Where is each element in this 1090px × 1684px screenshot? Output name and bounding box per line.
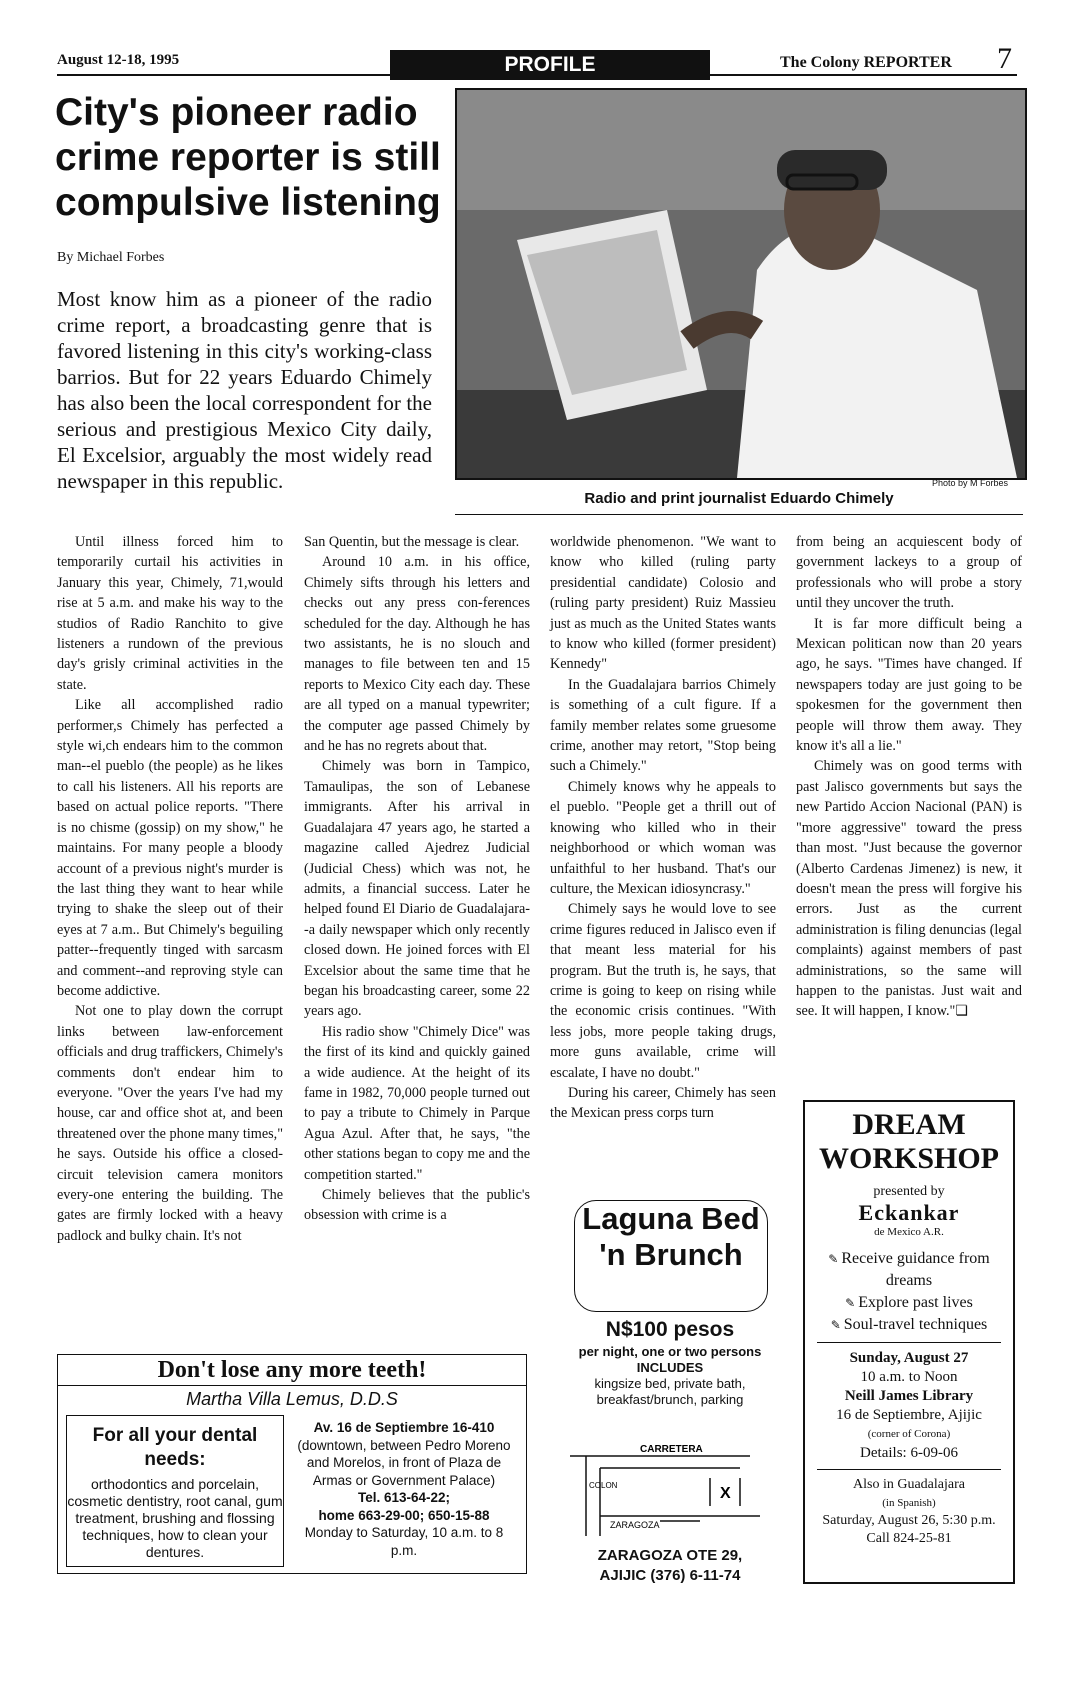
- dream-guadalajara: [805, 1476, 1013, 1548]
- dental-address-detail: (downtown, between Pedro Moreno and Morelos, in front of Plaza de Armas or Government Palace): [297, 1437, 511, 1488]
- dream-title: DREAM WORKSHOP: [818, 1108, 999, 1175]
- dental-services-title: For all your dental needs:: [92, 1425, 258, 1470]
- map-street-carretera: CARRETERA: [640, 1444, 703, 1455]
- paragraph: It is far more difficult being a Mexican politican now than 20 years ago, he says. "Times have changed. If newspapers today are just going to be spokesmen for the government then people will throw them away. They know it's all a lie.": [796, 615, 1022, 755]
- dental-ad-headline: Don't lose any more teeth!: [58, 1355, 526, 1386]
- paragraph: Until illness forced him to temporarily curtail his activities in January this year, Chimely, 71,would rise at 5 a.m. and make his way to the studios of Radio Ranchito to give listeners a rundown of the previous day's grisly criminal activities in the state.: [57, 534, 283, 693]
- paragraph: Chimely was born in Tampico, Tamaulipas, the son of Lebanese immigrants. After his arrival in Guadalajara 47 years ago, he started a magazine called Ajedrez Judicial (Judicial Chess) which was not, he admits, a financial success. Later he helped found El Diario de Guadalajara--a daily newspaper which only recently closed down. He joined forces with El Excelsior about the same time that he began his broadcasting career, some 22 years ago.: [304, 758, 530, 1020]
- dental-hours: Monday to Saturday, 10 a.m. to 8 p.m.: [304, 1525, 504, 1558]
- paragraph: Chimely was on good terms with past Jalisco governments but says the new Partido Accion Nacional (PAN) is "more aggressive" toward the press than most. "Just because the governor (Alberto Cardenas Jimenez) is new, it doesn't mean the press will forgive his errors. Just as the current administration is filing denuncias (legal complaints) against members of past administrations, so the same will happen to the panistas. Just wait and see. It will happen, I know."❏: [796, 758, 1022, 1020]
- laguna-price: N$100 pesos: [605, 1318, 735, 1341]
- caption-rule: [455, 514, 1023, 515]
- article-column-4: [796, 532, 1022, 1022]
- dream-benefits: [819, 1248, 999, 1336]
- dental-contact: [294, 1419, 514, 1559]
- paragraph: In the Guadalajara barrios Chimely is something of a cult figure. If a family member relates some gruesome crime, another may retort, "Stop being such a Chimely.": [550, 676, 776, 775]
- paragraph: His radio show "Chimely Dice" was the first of its kind and quickly gained a wide audience. At the height of its fame in 1982, 70,000 people turned out to pay a tribute to Chimely in Parque Agua Azul. After that, he says, "the other stations began to copy me and the competition started.": [304, 1023, 530, 1183]
- list-item: ✎ Soul-travel techniques: [819, 1314, 999, 1336]
- map-street-zaragoza: ZARAGOZA: [610, 1520, 660, 1530]
- dream-also: Also in Guadalajara: [853, 1477, 965, 1492]
- dream-call: Call 824-25-81: [866, 1531, 952, 1546]
- dental-services-list: orthodontics and porcelain, cosmetic dentistry, root canal, gum treatment, brushing and flossing techniques, how to clean your dentures.: [67, 1476, 283, 1560]
- dream-also-date: Saturday, August 26, 5:30 p.m.: [822, 1513, 996, 1528]
- laguna-name: Laguna Bed 'n Brunch: [574, 1200, 768, 1312]
- paragraph: Not one to play down the corrupt links between law-enforcement officials and drug traffickers, Chimely's comments don't endear him to everyone. "Over the years I've had my house, car and office shot at, and been threatened over the phone many times," he says. Outside his office a closed-circuit television camera monitors every-one entering the building. The gates are firmly locked with a heavy padlock and bulky chain. It's not: [57, 1003, 283, 1244]
- dental-phone: Tel. 613-64-22;: [357, 1490, 451, 1505]
- paragraph: Chimely believes that the public's obsession with crime is a: [304, 1187, 530, 1224]
- paragraph: Like all accomplished radio performer,s Chimely has perfected a style wi,ch endears him to the common man--el pueblo (the people) as he likes to call his listeners. All his reports are based on actual police reports. "There is no chisme (gossip) on my show," he maintains. For many people a bloody account of a previous night's murder is the last thing they want to hear while trying to shake the sleep out of their eyes at 7 a.m.. But Chimely's beguiling patter--frequently tinged with sarcasm and comment--and reproving style can become addictive.: [57, 697, 283, 999]
- dream-time: 10 a.m. to Noon: [860, 1369, 958, 1385]
- dental-home-phone: home 663-29-00; 650-15-88: [318, 1507, 490, 1523]
- divider: [817, 1342, 1001, 1343]
- article-column-1: [57, 532, 283, 1246]
- photo-caption: Radio and print journalist Eduardo Chimely: [584, 490, 894, 507]
- dream-org-sub: de Mexico A.R.: [874, 1226, 944, 1238]
- laguna-info: [560, 1344, 780, 1408]
- photo-credit: Photo by M Forbes: [932, 478, 1009, 488]
- paper-name: The Colony REPORTER: [780, 54, 952, 71]
- divider: [817, 1469, 1001, 1470]
- paragraph: Chimely knows why he appeals to el pueblo. "People get a thrill out of knowing who killed who in their neighborhood or which woman was unfaithful to her husband. That's our culture, the Mexican idiosyncrasy.": [550, 778, 776, 897]
- laguna-ad: [560, 1200, 780, 1590]
- dream-lang: (in Spanish): [882, 1497, 936, 1509]
- byline: By Michael Forbes: [57, 250, 165, 265]
- dream-street: 16 de Septiembre, Ajijic: [836, 1407, 982, 1423]
- paragraph: Around 10 a.m. in his office, Chimely sifts through his letters and checks out any press con-ferences scheduled for the day. Although he has two assistants, he is no slouch and manages to file between ten and 15 reports to Mexico City each day. These are all typed on a manual typewriter; the computer age passed Chimely by and he has no regrets about that.: [304, 554, 530, 755]
- laguna-details: kingsize bed, private bath, breakfast/brunch, parking: [594, 1376, 746, 1407]
- page-number: 7: [997, 42, 1012, 75]
- dental-address: Av. 16 de Septiembre 16-410: [313, 1420, 495, 1435]
- paragraph: During his career, Chimely has seen the Mexican press corps turn: [550, 1084, 776, 1122]
- dream-schedule: [805, 1349, 1013, 1463]
- map-location-marker: X: [720, 1485, 731, 1502]
- paragraph: from being an acquiescent body of government lackeys to a group of professionals who will probe a story until they uncover the truth.: [796, 534, 1022, 612]
- dream-venue: Neill James Library: [844, 1388, 974, 1404]
- dream-org: Eckankar: [858, 1200, 960, 1225]
- paragraph: worldwide phenomenon. "We want to know who killed (ruling party presidential candidate) Colosio and (ruling party president) Ruiz Massieu just as much as the United States wants to know who killed (former president) Kennedy": [550, 534, 776, 673]
- paragraph: San Quentin, but the message is clear.: [304, 534, 520, 550]
- dream-presented: presented by: [873, 1184, 945, 1199]
- dream-workshop-ad: [803, 1100, 1015, 1584]
- article-headline: City's pioneer radio crime reporter is still compulsive listening: [55, 91, 441, 224]
- article-photo: [455, 88, 1027, 480]
- laguna-per-night: per night, one or two persons: [578, 1344, 762, 1359]
- dentist-name: Martha Villa Lemus, D.D.S: [186, 1389, 398, 1409]
- list-item: ✎ Explore past lives: [819, 1292, 999, 1314]
- article-column-2: [304, 532, 530, 1226]
- list-item: ✎ Receive guidance from dreams: [819, 1248, 999, 1292]
- section-label: PROFILE: [390, 50, 710, 80]
- dream-corner: (corner of Corona): [867, 1428, 951, 1440]
- article-lede: Most know him as a pioneer of the radio crime report, a broadcasting genre that is favored listening in this city's working-class barrios. But for 22 years Eduardo Chimely has also been the local correspondent for the serious and prestigious Mexico City daily, El Excelsior, arguably the most widely read newspaper in this republic.: [57, 287, 432, 493]
- dental-ad: [57, 1354, 527, 1574]
- dental-services-box: [66, 1415, 284, 1567]
- article-column-3: [550, 532, 776, 1124]
- paragraph: Chimely says he would love to see crime figures reduced in Jalisco even if that meant less material for his program. But the truth is, he says, that crime is going to keep on rising while the economic crisis continues. "With less jobs, more people taking drugs, more guns available, crime will escalate, I have no doubt.": [550, 901, 776, 1081]
- map-street-colon: COLON: [589, 1481, 618, 1490]
- laguna-address: [560, 1546, 780, 1586]
- dream-details: Details: 6-09-06: [860, 1445, 958, 1461]
- dream-date: Sunday, August 27: [849, 1350, 969, 1366]
- laguna-city-phone: AJIJIC (376) 6-11-74: [599, 1567, 741, 1584]
- laguna-street: ZARAGOZA OTE 29,: [597, 1547, 743, 1564]
- laguna-includes: INCLUDES: [636, 1360, 704, 1375]
- issue-date: August 12-18, 1995: [57, 52, 180, 68]
- laguna-map: [560, 1428, 780, 1540]
